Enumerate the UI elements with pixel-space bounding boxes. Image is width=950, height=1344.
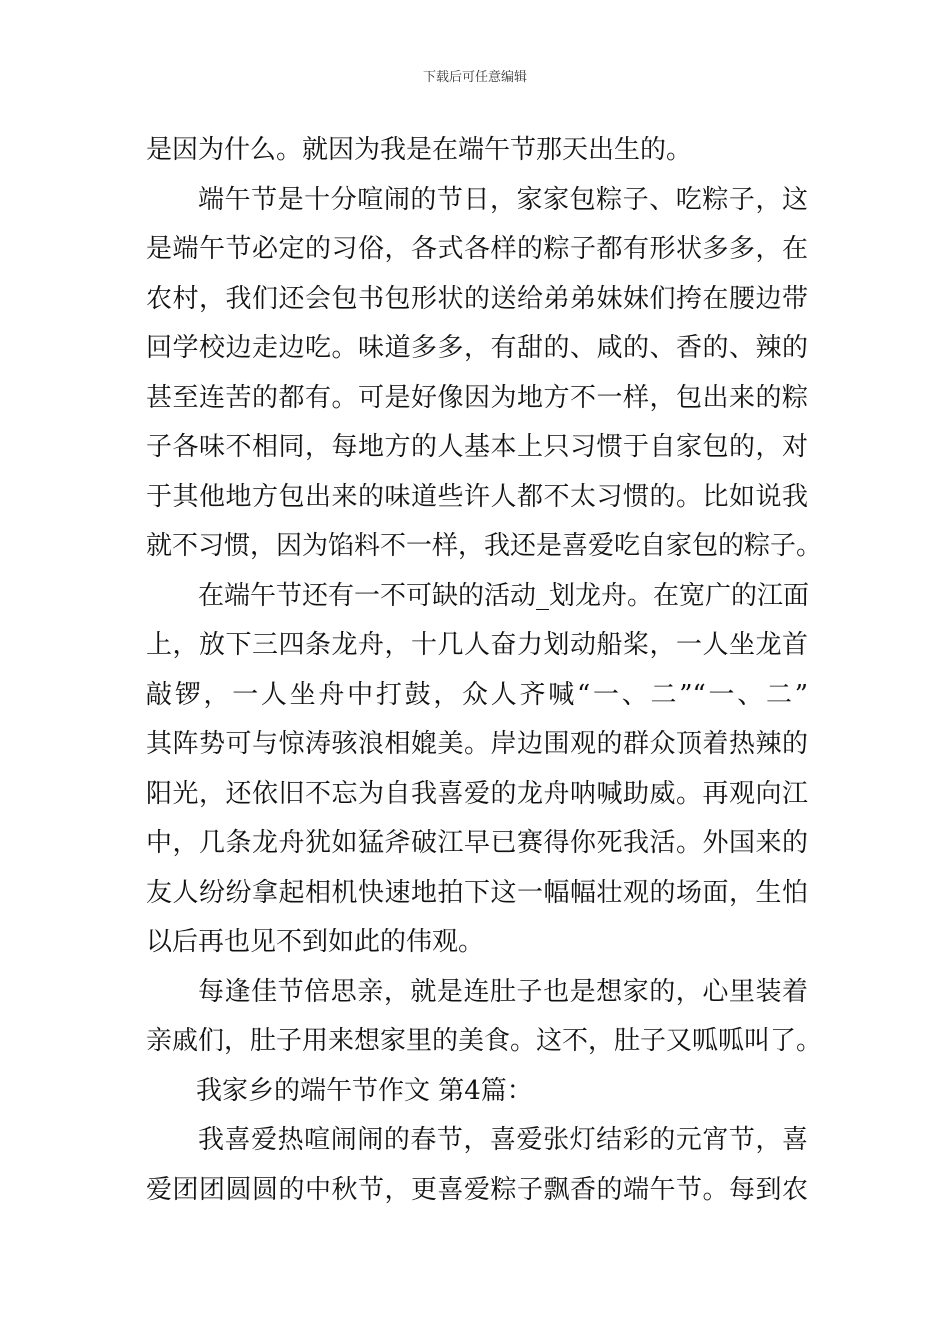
text-line: 是因为什么。就因为我是在端午节那天出生的。	[146, 135, 693, 165]
text-line: 每逢佳节倍思亲，就是连肚子也是想家的，心里装着	[198, 976, 808, 1007]
text-line: 是端午节必定的习俗，各式各样的粽子都有形状多多，在	[146, 234, 808, 264]
text-line: 端午节是十分喧闹的节日，家家包粽子、吃粽子，这	[198, 184, 808, 215]
text-line: 爱团团圆圆的中秋节，更喜爱粽子飘香的端午节。每到农	[146, 1174, 808, 1205]
text-line: 子各味不相同，每地方的人基本上只习惯于自家包的，对	[146, 432, 808, 462]
text-line: 敲锣，一人坐舟中打鼓，众人齐喊“一、二”“一、二”	[146, 679, 808, 710]
document-body	[146, 126, 823, 1215]
text-line: 中，几条龙舟犹如猛斧破江早已赛得你死我活。外国来的	[146, 828, 808, 858]
text-line: 在端午节还有一不可缺的活动_划龙舟。在宽广的江面	[198, 580, 810, 611]
text-line: 甚至连苦的都有。可是好像因为地方不一样，包出来的粽	[146, 382, 808, 413]
text-line: 回学校边走边吃。味道多多，有甜的、咸的、香的、辣的	[146, 333, 808, 363]
text-line: 以后再也见不到如此的伟观。	[146, 927, 485, 957]
text-line: 友人纷纷拿起相机快速地拍下这一幅幅壮观的场面，生怕	[146, 877, 808, 908]
text-line: 就不习惯，因为馅料不一样，我还是喜爱吃自家包的粽子。	[146, 531, 823, 561]
text-line: 阳光，还依旧不忘为自我喜爱的龙舟呐喊助威。再观向江	[146, 778, 808, 809]
text-line: 亲戚们，肚子用来想家里的美食。这不，肚子又呱呱叫了。	[146, 1026, 823, 1056]
text-line: 我喜爱热喧闹闹的春节，喜爱张灯结彩的元宵节，喜	[198, 1125, 808, 1155]
text-line: 农村，我们还会包书包形状的送给弟弟妹妹们挎在腰边带	[146, 283, 808, 314]
text-line: 于其他地方包出来的味道些许人都不太习惯的。比如说我	[146, 481, 808, 512]
text-line: 其阵势可与惊涛骇浪相媲美。岸边围观的群众顶着热辣的	[146, 729, 808, 759]
text-line: 上，放下三四条龙舟，十几人奋力划动船桨，一人坐龙首	[146, 630, 808, 660]
section-heading: 我家乡的端午节作文 第4篇：	[196, 1075, 533, 1106]
page-header: 下载后可任意编辑	[422, 70, 527, 85]
